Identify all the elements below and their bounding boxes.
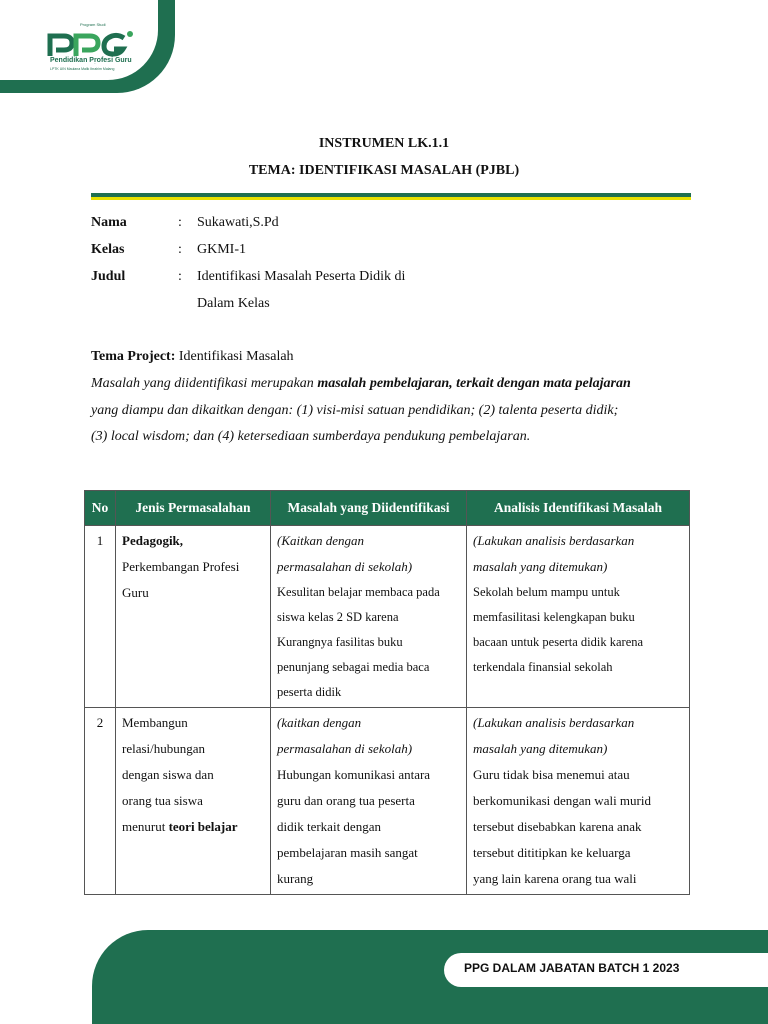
row2-jenis-line: relasi/hubungan xyxy=(122,741,206,756)
row1-masalah xyxy=(271,526,467,708)
row2-analisis-line: tersebut disebabkan karena anak xyxy=(473,819,642,834)
judul-colon: : xyxy=(178,269,182,284)
row1-masalah-line: siswa kelas 2 SD karena xyxy=(277,610,399,624)
row2-no: 2 xyxy=(85,708,116,895)
document-title: INSTRUMEN LK.1.1 xyxy=(318,136,450,151)
tema-project xyxy=(91,349,294,365)
row1-analisis-line: Sekolah belum mampu untuk xyxy=(473,585,620,599)
identification-table xyxy=(84,490,690,895)
row1-analisis-hint: masalah yang ditemukan) xyxy=(473,559,608,574)
kelas-value: GKMI-1 xyxy=(197,242,246,257)
row1-masalah-line: peserta didik xyxy=(277,685,342,699)
nama-colon: : xyxy=(178,215,182,230)
table-row xyxy=(85,708,690,895)
project-description-line2: yang diampu dan dikaitkan dengan: (1) visi-misi satuan pendidikan; (2) talenta peserta didik; xyxy=(91,403,619,418)
row2-analisis-line: berkomunikasi dengan wali murid xyxy=(473,793,651,808)
row2-jenis-line: dengan siswa dan xyxy=(122,767,214,782)
document-subtitle: TEMA: IDENTIFIKASI MASALAH (PJBL) xyxy=(248,163,520,178)
row2-jenis-line: Membangun xyxy=(122,715,188,730)
row1-analisis-line: memfasilitasi kelengkapan buku xyxy=(473,610,635,624)
row1-analisis-hint: (Lakukan analisis berdasarkan xyxy=(473,533,635,548)
tema-project-value: Identifikasi Masalah xyxy=(178,349,294,364)
logo-mark-text: PPG xyxy=(94,64,96,65)
row1-masalah-line: Kurangnya fasilitas buku xyxy=(277,635,403,649)
row1-jenis-bold: Pedagogik, xyxy=(122,533,184,548)
row2-masalah-line: guru dan orang tua peserta xyxy=(277,793,415,808)
row1-masalah-line: Kesulitan belajar membaca pada xyxy=(277,585,440,599)
table-row xyxy=(85,526,690,708)
row2-jenis-line: orang tua siswa xyxy=(122,793,203,808)
row2-analisis-hint: masalah yang ditemukan) xyxy=(473,741,608,756)
row1-jenis xyxy=(116,526,271,708)
desc-line1-bold: masalah pembelajaran, terkait dengan mata pelajaran xyxy=(317,376,631,391)
logo-name: Pendidikan Profesi Guru xyxy=(50,57,132,64)
row2-masalah-line: didik terkait dengan xyxy=(277,819,381,834)
row1-masalah-hint: permasalahan di sekolah) xyxy=(277,559,413,574)
row2-masalah-hint: permasalahan di sekolah) xyxy=(277,741,413,756)
row1-jenis-line: Guru xyxy=(122,585,149,600)
row2-analisis-line: tersebut dititipkan ke keluarga xyxy=(473,845,631,860)
row2-analisis-line: yang lain karena orang tua wali xyxy=(473,871,637,886)
row1-masalah-hint: (Kaitkan dengan xyxy=(277,533,365,548)
row2-masalah-line: Hubungan komunikasi antara xyxy=(277,767,431,782)
row1-no: 1 xyxy=(85,526,116,708)
logo-institution: LPTK UIN Maulana Malik Ibrahim Malang xyxy=(50,67,115,71)
judul-label: Judul xyxy=(91,269,126,284)
row1-jenis-line: Perkembangan Profesi xyxy=(122,559,240,574)
judul-value-line2: Dalam Kelas xyxy=(197,296,270,311)
title-rule-yellow xyxy=(91,197,691,200)
row2-masalah xyxy=(271,708,467,895)
logo-program-label: Program Studi xyxy=(80,22,106,27)
row2-jenis-last-plain: menurut xyxy=(122,819,169,834)
header-masalah: Masalah yang Diidentifikasi xyxy=(271,491,467,526)
row1-analisis xyxy=(467,526,690,708)
tema-project-label: Tema Project: xyxy=(91,349,176,364)
desc-line1-plain: Masalah yang diidentifikasi merupakan xyxy=(91,376,318,391)
row2-masalah-line: kurang xyxy=(277,871,314,886)
kelas-colon: : xyxy=(178,242,182,257)
row1-masalah-line: penunjang sebagai media baca xyxy=(277,660,430,674)
header-jenis: Jenis Permasalahan xyxy=(116,491,271,526)
row2-analisis-line: Guru tidak bisa menemui atau xyxy=(473,767,630,782)
row2-jenis-last-bold: teori belajar xyxy=(168,819,238,834)
row2-analisis xyxy=(467,708,690,895)
footer-label: PPG DALAM JABATAN BATCH 1 2023 xyxy=(464,961,680,975)
row2-analisis-hint: (Lakukan analisis berdasarkan xyxy=(473,715,635,730)
kelas-label: Kelas xyxy=(91,242,125,257)
row1-analisis-line: terkendala finansial sekolah xyxy=(473,660,613,674)
row2-jenis-last xyxy=(122,814,264,840)
project-description-line1 xyxy=(91,376,631,392)
table-header-row xyxy=(85,491,690,526)
row1-analisis-line: bacaan untuk peserta didik karena xyxy=(473,635,644,649)
judul-value-line1: Identifikasi Masalah Peserta Didik di xyxy=(197,269,406,284)
nama-value: Sukawati,S.Pd xyxy=(197,215,279,230)
nama-label: Nama xyxy=(91,215,127,230)
project-description-line3: (3) local wisdom; dan (4) ketersediaan sumberdaya pendukung pembelajaran. xyxy=(91,429,531,444)
row2-masalah-line: pembelajaran masih sangat xyxy=(277,845,418,860)
header-analisis: Analisis Identifikasi Masalah xyxy=(467,491,690,526)
row2-jenis xyxy=(116,708,271,895)
header-no: No xyxy=(85,491,116,526)
row2-masalah-hint: (kaitkan dengan xyxy=(277,715,362,730)
